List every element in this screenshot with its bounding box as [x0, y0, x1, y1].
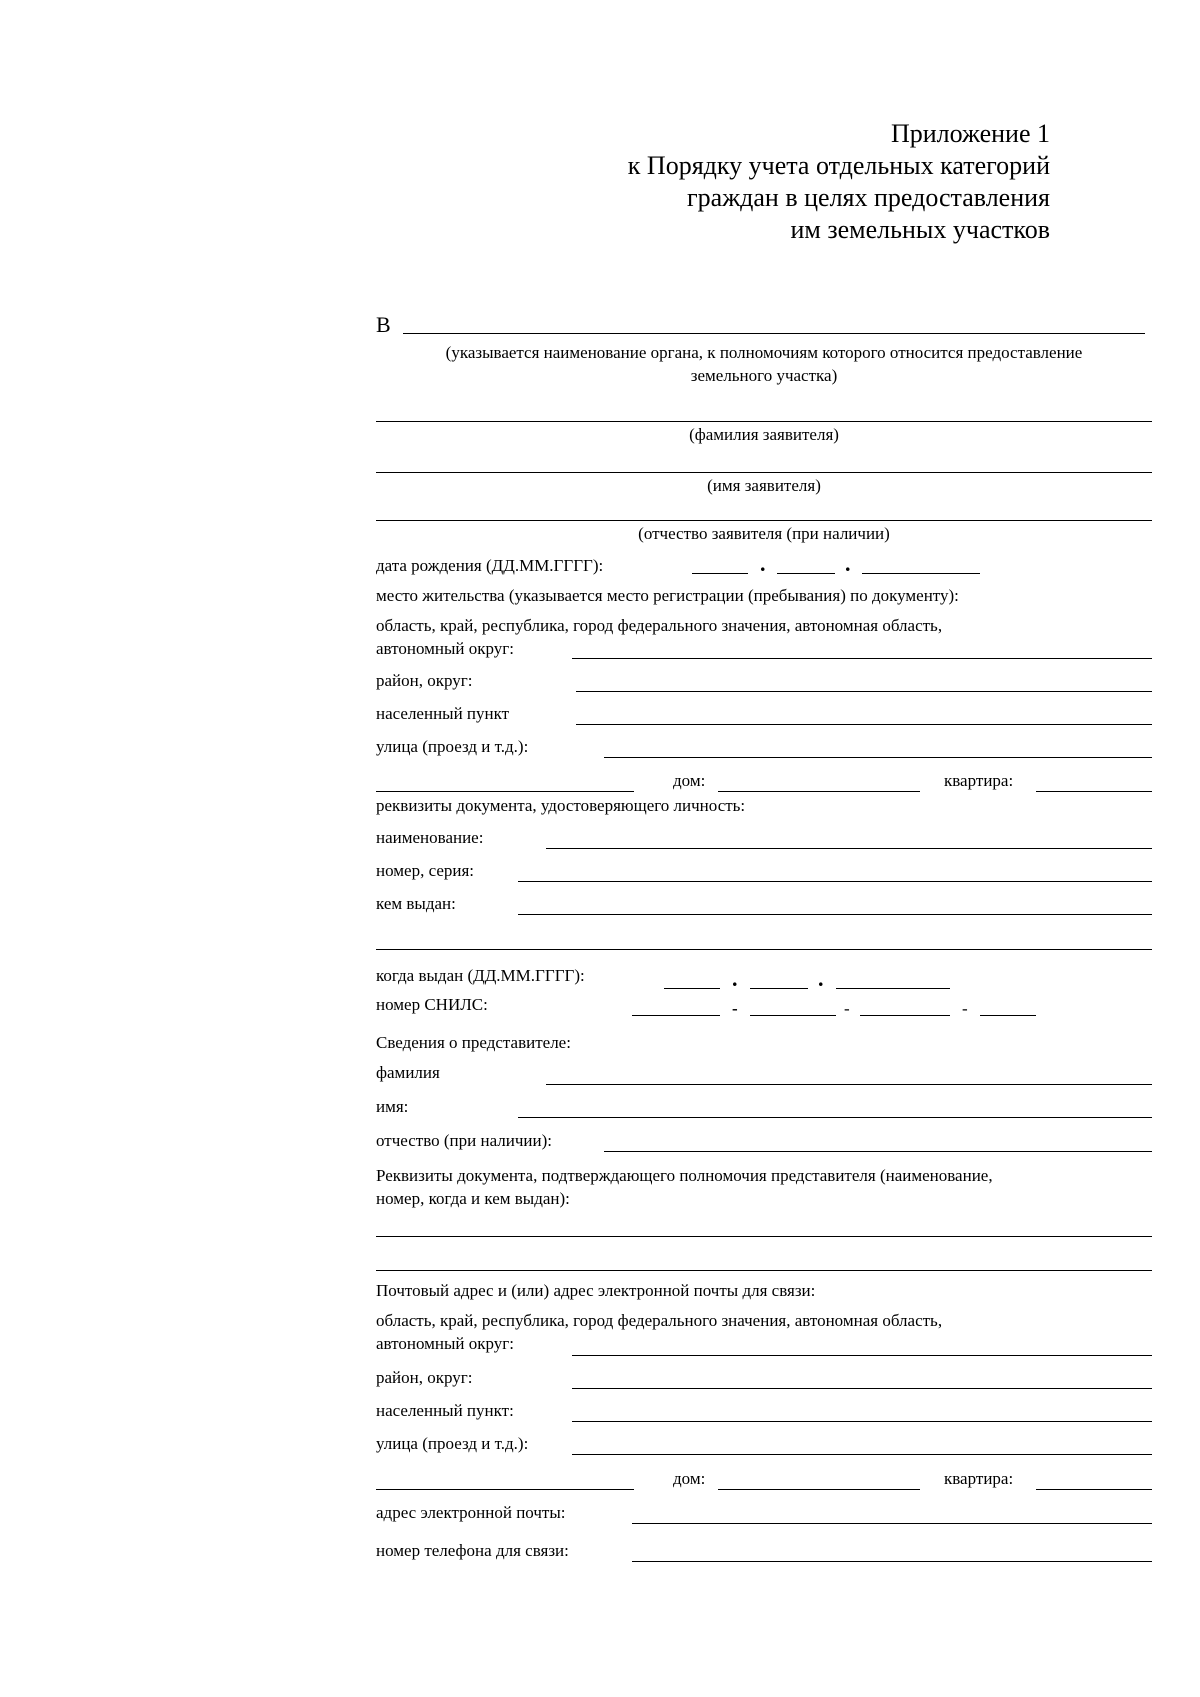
contact-region-label: область, край, республика, город федерального значения, автономная область, [376, 1311, 943, 1330]
birth-month-field[interactable] [777, 573, 835, 574]
applicant-patronymic-field[interactable] [376, 520, 1152, 521]
contact-house-field[interactable] [718, 1489, 920, 1490]
contact-apartment-label: квартира: [944, 1469, 1014, 1488]
birth-day-field[interactable] [692, 573, 748, 574]
identity-doc-heading: реквизиты документа, удостоверяющего личность: [376, 796, 746, 815]
residence-region-label: автономный округ: [376, 639, 514, 658]
representative-doc-continued-field[interactable] [376, 1270, 1152, 1271]
identity-doc-number-field[interactable] [518, 881, 1152, 882]
snils-separator: - [962, 999, 968, 1018]
representative-name-field[interactable] [518, 1117, 1152, 1118]
appendix-number: Приложение 1 [890, 119, 1050, 148]
appendix-title-line: им земельных участков [790, 215, 1050, 244]
snils-part1-field[interactable] [632, 1015, 720, 1016]
snils-check-field[interactable] [980, 1015, 1036, 1016]
residence-heading: место жительства (указывается место регистрации (пребывания) по документу): [376, 586, 959, 605]
representative-patronymic-label: отчество (при наличии): [376, 1131, 552, 1150]
contact-apartment-field[interactable] [1036, 1489, 1152, 1490]
representative-surname-field[interactable] [546, 1084, 1152, 1085]
appendix-title-line: граждан в целях предоставления [687, 183, 1050, 212]
residence-apartment-field[interactable] [1036, 791, 1152, 792]
contact-street-continued-field[interactable] [376, 1489, 634, 1490]
recipient-authority-field[interactable] [403, 333, 1145, 334]
contact-house-label: дом: [673, 1469, 706, 1488]
residence-region-label: область, край, республика, город федерального значения, автономная область, [376, 616, 943, 635]
contact-district-field[interactable] [572, 1388, 1152, 1389]
residence-street-continued-field[interactable] [376, 791, 634, 792]
applicant-patronymic-caption: (отчество заявителя (при наличии) [638, 524, 890, 543]
birth-date-label: дата рождения (ДД.ММ.ГГГГ): [376, 556, 604, 575]
contact-phone-label: номер телефона для связи: [376, 1541, 569, 1560]
contact-heading: Почтовый адрес и (или) адрес электронной почты для связи: [376, 1281, 816, 1300]
appendix-title-line: к Порядку учета отдельных категорий [627, 151, 1050, 180]
residence-region-field[interactable] [572, 658, 1152, 659]
contact-region-field[interactable] [572, 1355, 1152, 1356]
residence-district-field[interactable] [576, 691, 1152, 692]
contact-email-label: адрес электронной почты: [376, 1503, 566, 1522]
snils-part3-field[interactable] [860, 1015, 950, 1016]
contact-locality-label: населенный пункт: [376, 1401, 514, 1420]
residence-street-field[interactable] [604, 757, 1152, 758]
recipient-caption: земельного участка) [690, 366, 838, 385]
residence-district-label: район, округ: [376, 671, 473, 690]
identity-doc-name-field[interactable] [546, 848, 1152, 849]
recipient-prefix: В [376, 312, 391, 337]
residence-street-label: улица (проезд и т.д.): [376, 737, 529, 756]
birth-year-field[interactable] [862, 573, 980, 574]
representative-doc-label: Реквизиты документа, подтверждающего полномочия представителя (наименование, [376, 1166, 993, 1185]
identity-doc-issued-by-label: кем выдан: [376, 894, 456, 913]
snils-part2-field[interactable] [750, 1015, 836, 1016]
applicant-name-field[interactable] [376, 472, 1152, 473]
applicant-surname-caption: (фамилия заявителя) [689, 425, 839, 444]
date-separator: . [845, 551, 851, 576]
date-separator: . [732, 966, 738, 991]
representative-patronymic-field[interactable] [604, 1151, 1152, 1152]
identity-doc-number-label: номер, серия: [376, 861, 475, 880]
representative-doc-field[interactable] [376, 1236, 1152, 1237]
date-separator: . [818, 966, 824, 991]
contact-district-label: район, округ: [376, 1368, 473, 1387]
snils-separator: - [732, 999, 738, 1018]
contact-locality-field[interactable] [572, 1421, 1152, 1422]
applicant-surname-field[interactable] [376, 421, 1152, 422]
issue-year-field[interactable] [836, 988, 950, 989]
representative-heading: Сведения о представителе: [376, 1033, 571, 1052]
residence-apartment-label: квартира: [944, 771, 1014, 790]
issue-day-field[interactable] [664, 988, 720, 989]
recipient-caption: (указывается наименование органа, к полномочиям которого относится предоставление [445, 343, 1083, 362]
representative-doc-label: номер, когда и кем выдан): [376, 1189, 570, 1208]
applicant-name-caption: (имя заявителя) [707, 476, 821, 495]
identity-doc-name-label: наименование: [376, 828, 484, 847]
snils-separator: - [844, 999, 850, 1018]
contact-email-field[interactable] [632, 1523, 1152, 1524]
identity-doc-issued-by-continued-field[interactable] [376, 949, 1152, 950]
contact-street-label: улица (проезд и т.д.): [376, 1434, 529, 1453]
identity-doc-issued-by-field[interactable] [518, 914, 1152, 915]
residence-house-label: дом: [673, 771, 706, 790]
representative-name-label: имя: [376, 1097, 409, 1116]
date-separator: . [760, 551, 766, 576]
residence-house-field[interactable] [718, 791, 920, 792]
residence-locality-field[interactable] [576, 724, 1152, 725]
contact-region-label: автономный округ: [376, 1334, 514, 1353]
contact-phone-field[interactable] [632, 1561, 1152, 1562]
snils-label: номер СНИЛС: [376, 995, 488, 1014]
contact-street-field[interactable] [572, 1454, 1152, 1455]
representative-surname-label: фамилия [376, 1063, 440, 1082]
issue-month-field[interactable] [750, 988, 808, 989]
residence-locality-label: населенный пункт [376, 704, 510, 723]
identity-doc-issue-date-label: когда выдан (ДД.ММ.ГГГГ): [376, 966, 585, 985]
